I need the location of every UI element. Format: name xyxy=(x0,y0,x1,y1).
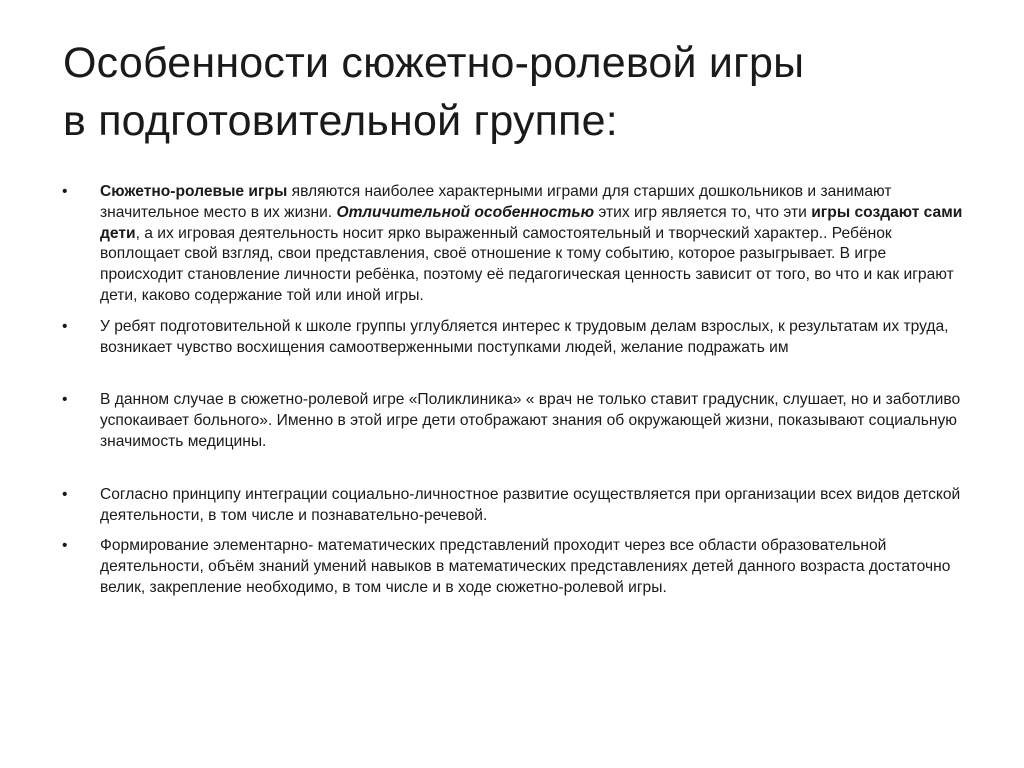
slide-title xyxy=(63,34,983,150)
list-item xyxy=(62,317,967,359)
bullet-icon: • xyxy=(62,537,68,555)
slide-title-line-2: в подготовительной группе: xyxy=(63,97,618,145)
body-text: являются наиболее характерными играми для старших дошкольников и занимают значительное место в их жизни. xyxy=(100,183,892,221)
emphasis-text: игры создают сами дети xyxy=(100,203,963,242)
list-item-text: Формирование элементарно- математических представлений проходит через все области образовательной деятельности, объём знаний умений навыков в математических представлениях детей данного возраста достаточно велик, закрепление необходимо, в том числе и в ходе сюжетно-ролевой игры. xyxy=(100,537,951,596)
bullet-icon: • xyxy=(62,485,68,503)
list-item-text: Согласно принципу интеграции социально-личностное развитие осуществляется при организации всех видов детской деятельности, в том числе и познавательно-речевой. xyxy=(100,485,961,524)
body-text: этих игр является то, что эти xyxy=(594,203,812,221)
emphasis-text: Сюжетно-ролевые игры xyxy=(100,183,288,200)
bullet-icon: • xyxy=(62,391,68,409)
list-item xyxy=(62,536,967,598)
list-item-text: В данном случае в сюжетно-ролевой игре «Поликлиника» « врач не только ставит градусник, слушает, но и заботливо успокаивает больного». Именно в этой игре дети отображают знания об окружающей жизни, показывают социальную значимость медицины. xyxy=(100,391,961,450)
list-item xyxy=(62,390,967,452)
bullet-list xyxy=(62,182,967,599)
bullet-icon: • xyxy=(62,183,68,200)
list-item xyxy=(62,182,967,307)
slide-title-line-1: Особенности сюжетно-ролевой игры xyxy=(63,39,805,87)
bullet-icon: • xyxy=(62,317,68,335)
emphasis-text: Отличительной особенностью xyxy=(336,203,595,221)
list-item-text xyxy=(100,183,962,304)
list-item-text: У ребят подготовительной к школе группы углубляется интерес к трудовым делам взрослых, к результатам их труда, возникает чувство восхищения самоотверженными поступками людей, желание подражать им xyxy=(100,317,949,356)
list-item xyxy=(62,485,967,527)
body-text: , а их игровая деятельность носит ярко выраженный самостоятельный и творческий характер.. Ребёнок воплощает свой взгляд, свои представления, своё отношение к тому событию, которое разыгрывает. В игре происходит становление личности ребёнка, поэтому её педагогическая ценность зависит от того, во что и как играют дети, каково содержание той или иной игры. xyxy=(100,224,954,304)
